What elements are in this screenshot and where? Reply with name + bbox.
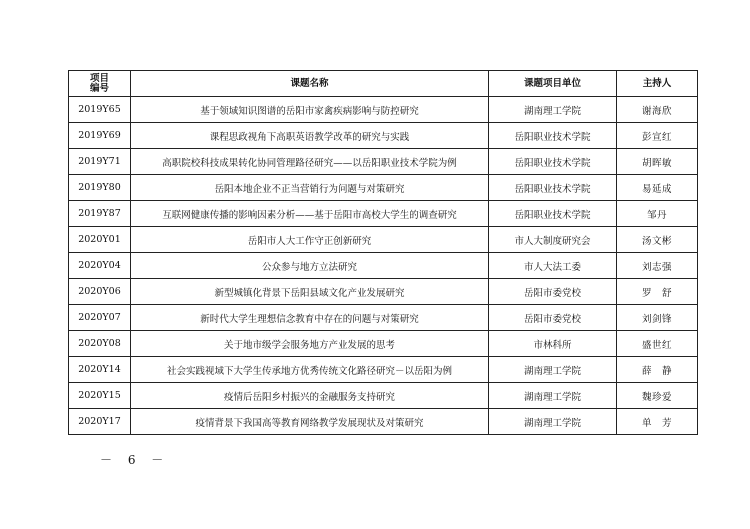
cell-host: 胡晖敏 (617, 149, 698, 175)
cell-unit: 岳阳市委党校 (489, 279, 617, 305)
cell-project-id: 2020Y04 (69, 253, 131, 279)
table-row (69, 201, 698, 227)
cell-project-id: 2020Y17 (69, 409, 131, 435)
cell-host: 薛 静 (617, 357, 698, 383)
cell-project-id: 2019Y65 (69, 97, 131, 123)
cell-project-id: 2020Y08 (69, 331, 131, 357)
table-row (69, 253, 698, 279)
cell-host: 邹丹 (617, 201, 698, 227)
cell-unit: 岳阳职业技术学院 (489, 123, 617, 149)
table-row (69, 175, 698, 201)
cell-title: 疫情后岳阳乡村振兴的金融服务支持研究 (131, 383, 489, 409)
cell-unit: 湖南理工学院 (489, 383, 617, 409)
table-row (69, 383, 698, 409)
header-project-id-line1: 项目 (89, 72, 109, 84)
cell-title: 关于地市级学会服务地方产业发展的思考 (131, 331, 489, 357)
table-row (69, 331, 698, 357)
cell-title: 基于领域知识图谱的岳阳市家禽疾病影响与防控研究 (131, 97, 489, 123)
cell-unit: 湖南理工学院 (489, 409, 617, 435)
cell-host: 汤文彬 (617, 227, 698, 253)
cell-project-id: 2020Y14 (69, 357, 131, 383)
cell-title: 互联网健康传播的影响因素分析——基于岳阳市高校大学生的调查研究 (131, 201, 489, 227)
cell-unit: 湖南理工学院 (489, 97, 617, 123)
cell-project-id: 2020Y07 (69, 305, 131, 331)
cell-title: 高职院校科技成果转化协同管理路径研究——以岳阳职业技术学院为例 (131, 149, 489, 175)
cell-project-id: 2019Y71 (69, 149, 131, 175)
cell-title: 新时代大学生理想信念教育中存在的问题与对策研究 (131, 305, 489, 331)
table-row (69, 97, 698, 123)
cell-unit: 市人大法工委 (489, 253, 617, 279)
cell-title: 新型城镇化背景下岳阳县域文化产业发展研究 (131, 279, 489, 305)
cell-host: 谢海欣 (617, 97, 698, 123)
table-row (69, 123, 698, 149)
projects-table (68, 70, 698, 435)
cell-title: 课程思政视角下高职英语教学改革的研究与实践 (131, 123, 489, 149)
cell-title: 公众参与地方立法研究 (131, 253, 489, 279)
table-row (69, 149, 698, 175)
header-unit: 课题项目单位 (489, 71, 617, 97)
header-project-id-line2: 编号 (89, 82, 109, 94)
cell-project-id: 2020Y01 (69, 227, 131, 253)
header-host: 主持人 (617, 71, 698, 97)
cell-title: 社会实践视域下大学生传承地方优秀传统文化路径研究－以岳阳为例 (131, 357, 489, 383)
cell-unit: 市林科所 (489, 331, 617, 357)
page-number: － 6 － (100, 453, 170, 467)
cell-host: 刘志强 (617, 253, 698, 279)
table-row (69, 227, 698, 253)
cell-project-id: 2019Y69 (69, 123, 131, 149)
cell-project-id: 2019Y80 (69, 175, 131, 201)
table-row (69, 305, 698, 331)
header-project-id (69, 71, 131, 97)
cell-project-id: 2019Y87 (69, 201, 131, 227)
cell-title: 岳阳本地企业不正当营销行为问题与对策研究 (131, 175, 489, 201)
cell-unit: 市人大制度研究会 (489, 227, 617, 253)
cell-host: 魏珍爱 (617, 383, 698, 409)
cell-unit: 岳阳职业技术学院 (489, 175, 617, 201)
cell-unit: 湖南理工学院 (489, 357, 617, 383)
cell-unit: 岳阳市委党校 (489, 305, 617, 331)
header-title: 课题名称 (131, 71, 489, 97)
cell-host: 盛世红 (617, 331, 698, 357)
cell-unit: 岳阳职业技术学院 (489, 149, 617, 175)
table-row (69, 409, 698, 435)
cell-host: 单 芳 (617, 409, 698, 435)
cell-host: 罗 舒 (617, 279, 698, 305)
cell-project-id: 2020Y06 (69, 279, 131, 305)
table-header-row (69, 71, 698, 97)
cell-host: 彭宣红 (617, 123, 698, 149)
cell-project-id: 2020Y15 (69, 383, 131, 409)
cell-title: 岳阳市人大工作守正创新研究 (131, 227, 489, 253)
cell-host: 刘剑锋 (617, 305, 698, 331)
table-body (69, 97, 698, 435)
cell-unit: 岳阳职业技术学院 (489, 201, 617, 227)
table-row (69, 357, 698, 383)
cell-host: 易延成 (617, 175, 698, 201)
table-row (69, 279, 698, 305)
cell-title: 疫情背景下我国高等教育网络教学发展现状及对策研究 (131, 409, 489, 435)
